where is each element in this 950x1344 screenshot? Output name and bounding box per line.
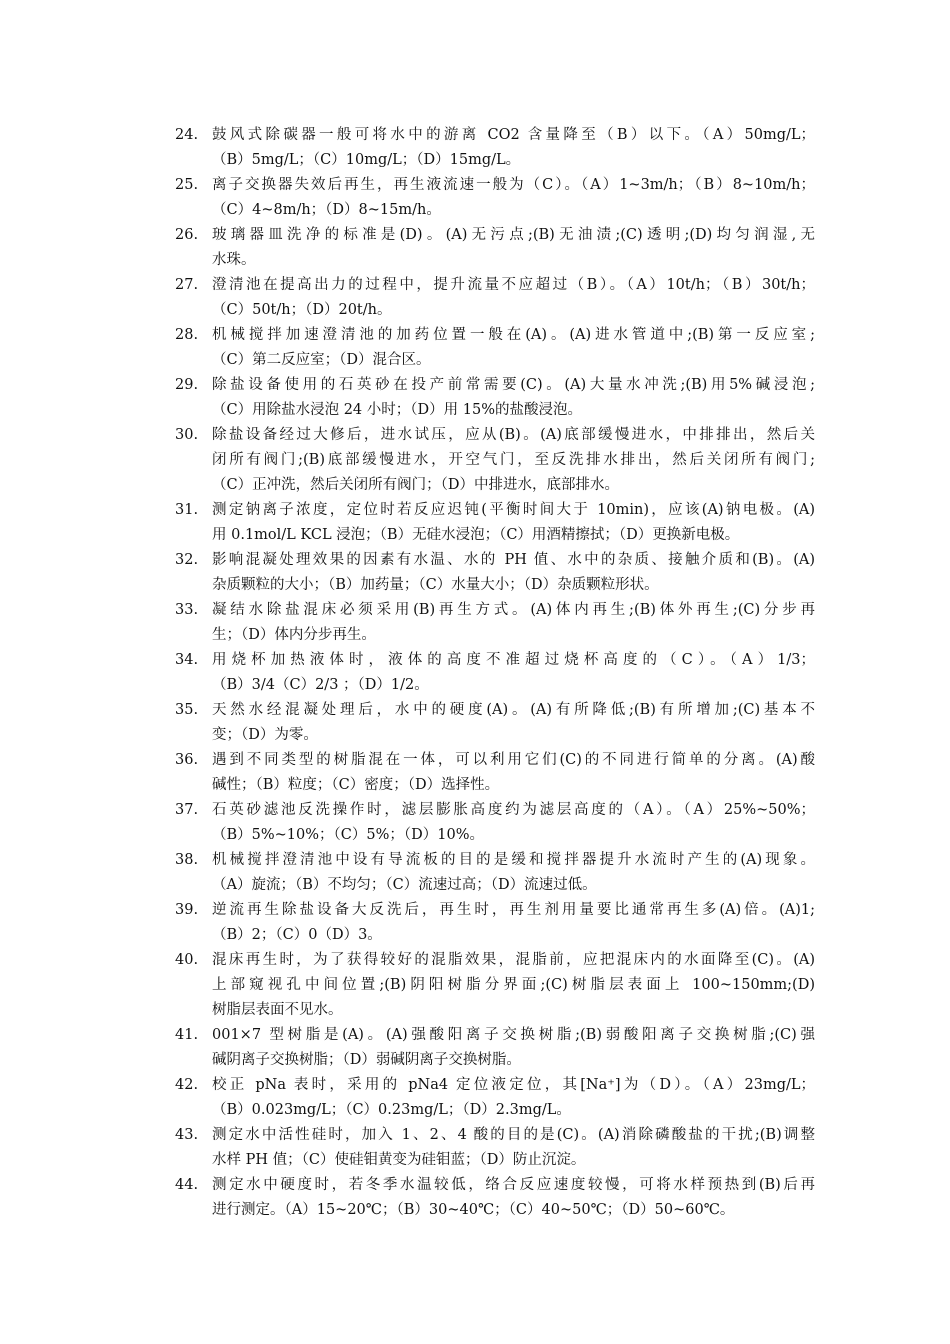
question-number: 30. bbox=[175, 427, 199, 443]
question-text-line: 遇到不同类型的树脂混在一体，可以利用它们(C)的不同进行简单的分离。(A)酸 bbox=[212, 752, 815, 768]
question-item bbox=[175, 948, 815, 1023]
question-number: 44. bbox=[175, 1177, 199, 1193]
question-number: 39. bbox=[175, 902, 199, 918]
question-item bbox=[175, 548, 815, 598]
question-item bbox=[175, 648, 815, 698]
question-body bbox=[212, 123, 815, 173]
question-number: 37. bbox=[175, 802, 199, 818]
question-body bbox=[212, 848, 815, 898]
question-text-line: （A）旋流；（B）不均匀；（C）流速过高；（D）流速过低。 bbox=[212, 877, 597, 893]
question-body bbox=[212, 548, 815, 598]
question-item bbox=[175, 698, 815, 748]
question-item bbox=[175, 223, 815, 273]
question-item bbox=[175, 798, 815, 848]
question-number: 43. bbox=[175, 1127, 199, 1143]
question-body bbox=[212, 798, 815, 848]
question-item bbox=[175, 273, 815, 323]
question-item bbox=[175, 1073, 815, 1123]
question-text-line: 混床再生时，为了获得较好的混脂效果，混脂前，应把混床内的水面降至(C)。(A) bbox=[212, 952, 815, 968]
question-text-line: 用 0.1mol/L KCL 浸泡；（B）无硅水浸泡；（C）用酒精擦拭；（D）更换新电极。 bbox=[212, 527, 740, 543]
question-text-line: （B）3/4（C）2/3 ；（D）1/2。 bbox=[212, 677, 429, 693]
question-number: 33. bbox=[175, 602, 199, 618]
question-text-line: 除盐设备使用的石英砂在投产前常需要(C)。(A)大量水冲洗;(B)用5%碱浸泡; bbox=[212, 377, 815, 393]
question-number: 42. bbox=[175, 1077, 199, 1093]
question-text-line: 001×7 型树脂是(A)。(A)强酸阳离子交换树脂;(B)弱酸阳离子交换树脂;(C)强 bbox=[212, 1027, 815, 1043]
question-text-line: 离子交换器失效后再生，再生液流速一般为（C）。（A）1~3m/h；（B）8~10m/h； bbox=[212, 177, 815, 193]
question-number: 24. bbox=[175, 127, 199, 143]
question-body bbox=[212, 1123, 815, 1173]
question-list bbox=[175, 123, 815, 1223]
question-text-line: 机械搅拌澄清池中设有导流板的目的是缓和搅拌器提升水流时产生的(A)现象。 bbox=[212, 852, 815, 868]
question-text-line: （B）0.023mg/L；（C）0.23mg/L；（D）2.3mg/L。 bbox=[212, 1102, 571, 1118]
question-body bbox=[212, 323, 815, 373]
question-text-line: （B）5mg/L；（C）10mg/L；（D）15mg/L。 bbox=[212, 152, 521, 168]
question-body bbox=[212, 223, 815, 273]
question-body bbox=[212, 423, 815, 498]
question-text-line: 除盐设备经过大修后，进水试压，应从(B)。(A)底部缓慢进水，中排排出，然后关 bbox=[212, 427, 815, 443]
question-body bbox=[212, 598, 815, 648]
question-text-line: 上部窥视孔中间位置;(B)阴阳树脂分界面;(C)树脂层表面上 100~150mm;(D) bbox=[212, 977, 815, 993]
question-text-line: 水珠。 bbox=[212, 252, 256, 268]
question-text-line: 进行测定。（A）15~20℃；（B）30~40℃；（C）40~50℃；（D）50~60℃。 bbox=[212, 1202, 735, 1218]
question-text-line: （C）正冲洗，然后关闭所有阀门；（D）中排进水，底部排水。 bbox=[212, 477, 619, 493]
question-number: 32. bbox=[175, 552, 199, 568]
question-number: 25. bbox=[175, 177, 199, 193]
question-body bbox=[212, 748, 815, 798]
question-text-line: 杂质颗粒的大小；（B）加药量；（C）水量大小；（D）杂质颗粒形状。 bbox=[212, 577, 659, 593]
question-item bbox=[175, 598, 815, 648]
question-number: 27. bbox=[175, 277, 199, 293]
question-text-line: 天然水经混凝处理后，水中的硬度(A)。(A)有所降低;(B)有所增加;(C)基本不 bbox=[212, 702, 815, 718]
question-text-line: 生；（D）体内分步再生。 bbox=[212, 627, 376, 643]
question-number: 41. bbox=[175, 1027, 199, 1043]
question-body bbox=[212, 898, 815, 948]
question-item bbox=[175, 123, 815, 173]
question-number: 35. bbox=[175, 702, 199, 718]
question-text-line: 石英砂滤池反洗操作时，滤层膨胀高度约为滤层高度的（A）。（A）25%~50%； bbox=[212, 802, 815, 818]
question-body bbox=[212, 173, 815, 223]
question-text-line: 测定水中硬度时，若冬季水温较低，络合反应速度较慢，可将水样预热到(B)后再 bbox=[212, 1177, 815, 1193]
question-number: 26. bbox=[175, 227, 199, 243]
question-item bbox=[175, 1173, 815, 1223]
question-body bbox=[212, 1023, 815, 1073]
question-item bbox=[175, 748, 815, 798]
question-text-line: （C）4~8m/h；（D）8~15m/h。 bbox=[212, 202, 441, 218]
question-text-line: 逆流再生除盐设备大反洗后，再生时，再生剂用量要比通常再生多(A)倍。(A)1; bbox=[212, 902, 815, 918]
question-text-line: 凝结水除盐混床必须采用(B)再生方式。(A)体内再生;(B)体外再生;(C)分步再 bbox=[212, 602, 815, 618]
question-text-line: 测定钠离子浓度，定位时若反应迟钝(平衡时间大于 10min)，应该(A)钠电极。(A) bbox=[212, 502, 815, 518]
question-number: 28. bbox=[175, 327, 199, 343]
question-item bbox=[175, 1123, 815, 1173]
question-body bbox=[212, 698, 815, 748]
question-body bbox=[212, 948, 815, 1023]
question-text-line: 用烧杯加热液体时，液体的高度不准超过烧杯高度的（C）。（A）1/3； bbox=[212, 652, 815, 668]
question-text-line: （C）用除盐水浸泡 24 小时；（D）用 15%的盐酸浸泡。 bbox=[212, 402, 582, 418]
question-number: 29. bbox=[175, 377, 199, 393]
question-body bbox=[212, 373, 815, 423]
question-text-line: 变；（D）为零。 bbox=[212, 727, 318, 743]
question-item bbox=[175, 1023, 815, 1073]
question-text-line: 鼓风式除碳器一般可将水中的游离 CO2 含量降至（B）以下。（A）50mg/L； bbox=[212, 127, 815, 143]
question-text-line: 碱阴离子交换树脂；（D）弱碱阴离子交换树脂。 bbox=[212, 1052, 521, 1068]
question-text-line: 校正 pNa 表时，采用的 pNa4 定位液定位，其[Na⁺]为（D）。（A）23mg/L； bbox=[212, 1077, 815, 1093]
question-body bbox=[212, 273, 815, 323]
question-body bbox=[212, 498, 815, 548]
question-text-line: 玻璃器皿洗净的标准是(D)。(A)无污点;(B)无油渍;(C)透明;(D)均匀润湿,无 bbox=[212, 227, 815, 243]
question-item bbox=[175, 323, 815, 373]
question-number: 38. bbox=[175, 852, 199, 868]
question-number: 31. bbox=[175, 502, 199, 518]
question-item bbox=[175, 423, 815, 498]
question-number: 34. bbox=[175, 652, 199, 668]
question-text-line: 测定水中活性硅时，加入 1、2、4 酸的目的是(C)。(A)消除磷酸盐的干扰;(B)调整 bbox=[212, 1127, 815, 1143]
question-text-line: 碱性；（B）粒度；（C）密度；（D）选择性。 bbox=[212, 777, 500, 793]
question-number: 40. bbox=[175, 952, 199, 968]
question-item bbox=[175, 848, 815, 898]
question-item bbox=[175, 373, 815, 423]
question-text-line: 水样 PH 值；（C）使硅钼黄变为硅钼蓝；（D）防止沉淀。 bbox=[212, 1152, 586, 1168]
question-text-line: 澄清池在提高出力的过程中，提升流量不应超过（B）。（A）10t/h；（B）30t/h； bbox=[212, 277, 815, 293]
question-item bbox=[175, 898, 815, 948]
question-text-line: 影响混凝处理效果的因素有水温、水的 PH 值、水中的杂质、接触介质和(B)。(A) bbox=[212, 552, 815, 568]
question-item bbox=[175, 173, 815, 223]
question-text-line: （B）2；（C）0（D）3。 bbox=[212, 927, 382, 943]
question-text-line: 树脂层表面不见水。 bbox=[212, 1002, 343, 1018]
question-text-line: （C）第二反应室；（D）混合区。 bbox=[212, 352, 431, 368]
question-body bbox=[212, 1173, 815, 1223]
question-item bbox=[175, 498, 815, 548]
question-body bbox=[212, 648, 815, 698]
question-number: 36. bbox=[175, 752, 199, 768]
question-text-line: （B）5%~10%；（C）5%；（D）10%。 bbox=[212, 827, 484, 843]
question-text-line: 机械搅拌加速澄清池的加药位置一般在(A)。(A)进水管道中;(B)第一反应室; bbox=[212, 327, 815, 343]
question-text-line: 闭所有阀门;(B)底部缓慢进水，开空气门，至反洗排水排出，然后关闭所有阀门; bbox=[212, 452, 815, 468]
question-text-line: （C）50t/h；（D）20t/h。 bbox=[212, 302, 392, 318]
question-body bbox=[212, 1073, 815, 1123]
